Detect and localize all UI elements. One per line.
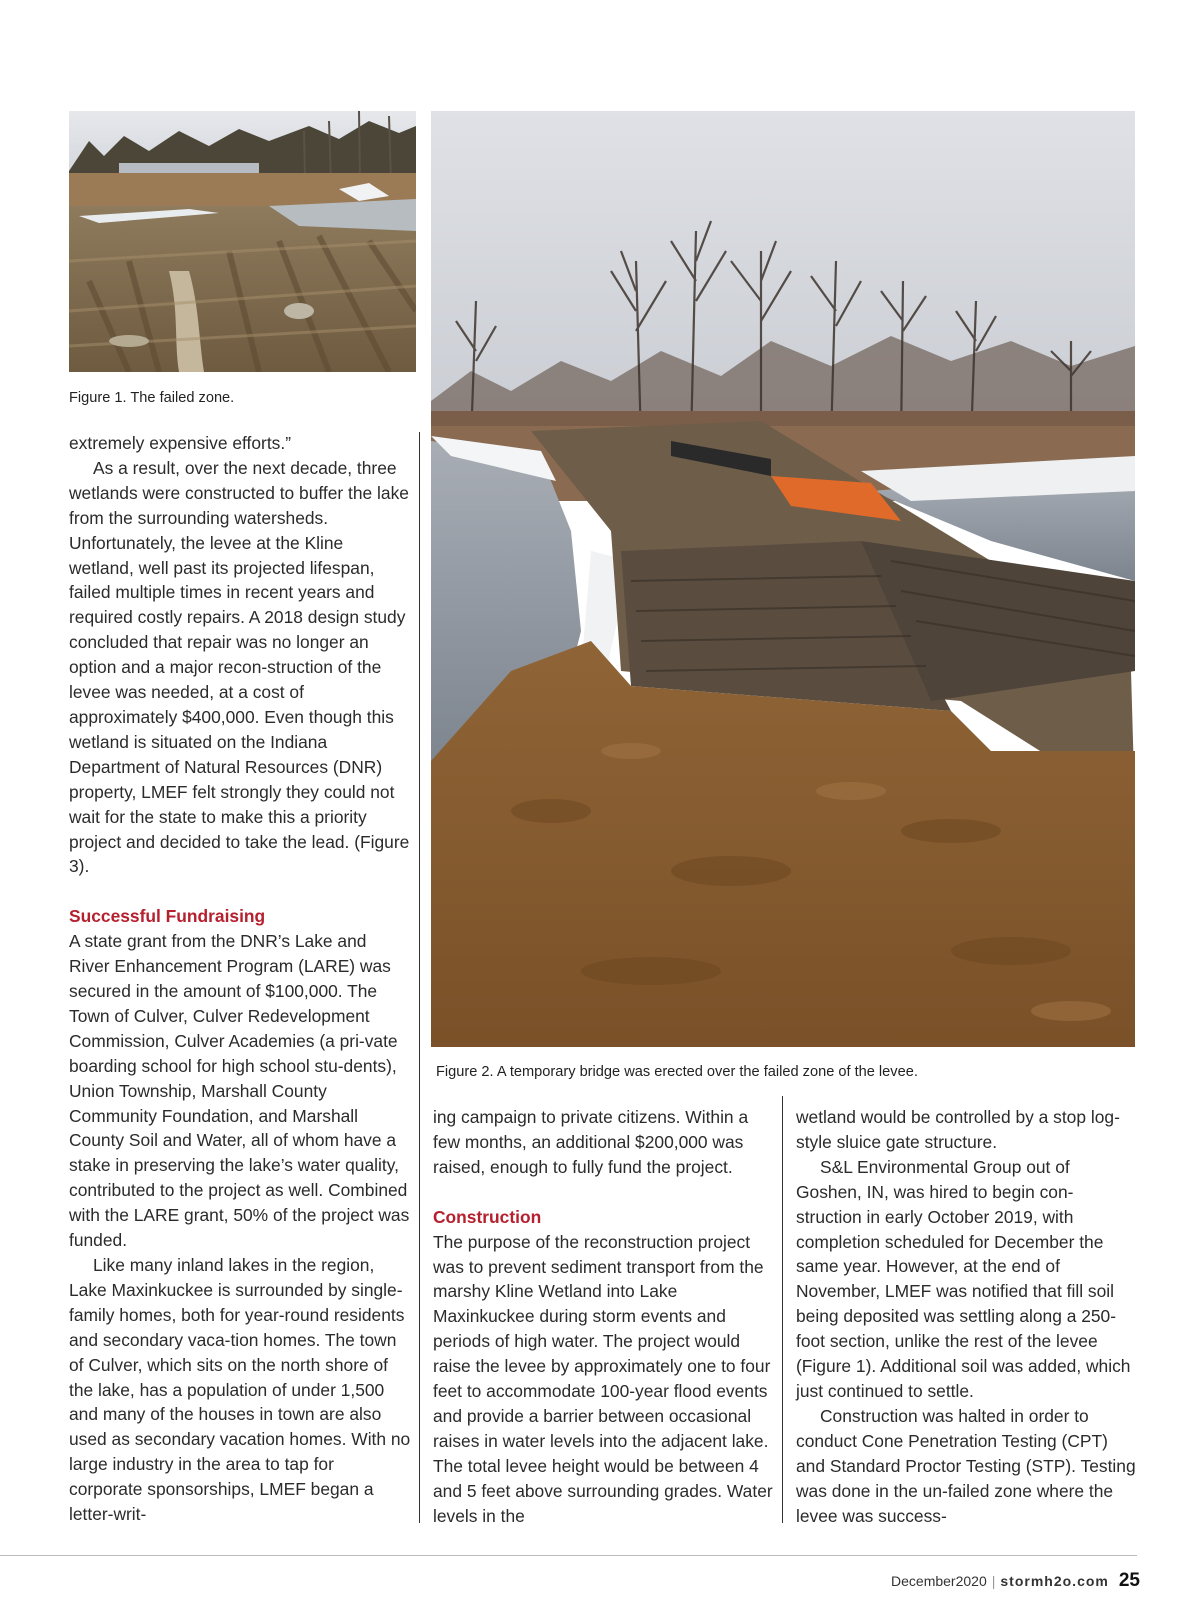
section-heading-fundraising: Successful Fundraising [69,906,266,927]
column-1-paragraph-4: Like many inland lakes in the region, Lake Maxinkuckee is surrounded by single-family homes, both for year-round residents and secondary vaca-tion homes. The town of Culver, which sits on the north shore of the lake, has a population of under 1,500 and many of the houses in town are also used as secondary vacation homes. With no large industry in the area to tap for corporate sponsorships, LMEF began a letter-writ- [69,1255,411,1525]
column-rule-2 [782,1096,783,1523]
website-link[interactable]: stormh2o.com [1000,1573,1109,1589]
figure-2-caption: Figure 2. A temporary bridge was erected over the failed zone of the levee. [436,1064,918,1080]
article-column-2 [433,1105,775,1529]
issue-date: December2020 [891,1573,987,1589]
failed-zone-image [69,111,416,372]
footer-rule [0,1555,1137,1556]
article-column-1 [69,431,411,1527]
column-3-paragraph-2: S&L Environmental Group out of Goshen, IN, was hired to begin con-struction in early October 2019, with completion scheduled for December the same year. However, at the end of November, LMEF was notified that fill soil being deposited was settling along a 250-foot section, unlike the rest of the levee (Figure 1). Additional soil was added, which just continued to settle. [796,1156,1131,1401]
column-rule-1 [419,432,420,1523]
column-1-paragraph-2: As a result, over the next decade, three wetlands were constructed to buffer the lake from the surrounding watersheds. Unfortunately, the levee at the Kline wetland, well past its projected lifespan, failed multiple times in recent years and required costly repairs. A 2018 design study concluded that repair was no longer an option and a major recon-struction of the levee was needed, at a cost of approximately $400,000. Even though this wetland is situated on the Indiana Department of Natural Resources (DNR) property, LMEF felt strongly they could not wait for the state to make this a priority project and decided to take the lead. (Figure 3). [69,457,410,877]
column-3-paragraph-1: wetland would be controlled by a stop log-style sluice gate structure. [796,1107,1120,1152]
temporary-bridge-image [431,111,1135,1047]
column-3-paragraph-3: Construction was halted in order to conduct Cone Penetration Testing (CPT) and Standard Proctor Testing (STP). Testing was done in the un-failed zone where the levee was success- [796,1405,1136,1526]
figure-1-caption: Figure 1. The failed zone. [69,390,235,406]
footer-separator: | [991,1573,996,1589]
article-column-3 [796,1105,1138,1528]
figure-1-photo [69,111,416,372]
page-footer [891,1570,1140,1592]
column-1-paragraph-1: extremely expensive efforts.” [69,433,291,453]
figure-2-photo [431,111,1135,1047]
column-2-paragraph-1: ing campaign to private citizens. Within a few months, an additional $200,000 was raised, enough to fully fund the project. [433,1107,749,1177]
column-1-paragraph-3: A state grant from the DNR’s Lake and River Enhancement Program (LARE) was secured in the amount of $100,000. The Town of Culver, Culver Redevelopment Commission, Culver Academies (a pri-vate boarding school for high school stu-dents), Union Township, Marshall County Community Foundation, and Marshall County Soil and Water, all of whom have a stake in preserving the lake’s water quality, contributed to the project as well. Combined with the LARE grant, 50% of the project was funded. [69,931,410,1251]
column-2-paragraph-2: The purpose of the reconstruction project was to prevent sediment transport from the marshy Kline Wetland into Lake Maxinkuckee during storm events and periods of high water. The project would raise the levee by approximately one to four feet to accommodate 100-year flood events and provide a barrier between occasional raises in water levels into the adjacent lake. The total levee height would be between 4 and 5 feet above surrounding grades. Water levels in the [433,1231,773,1526]
page-number: 25 [1118,1570,1140,1591]
section-heading-construction: Construction [433,1206,542,1227]
